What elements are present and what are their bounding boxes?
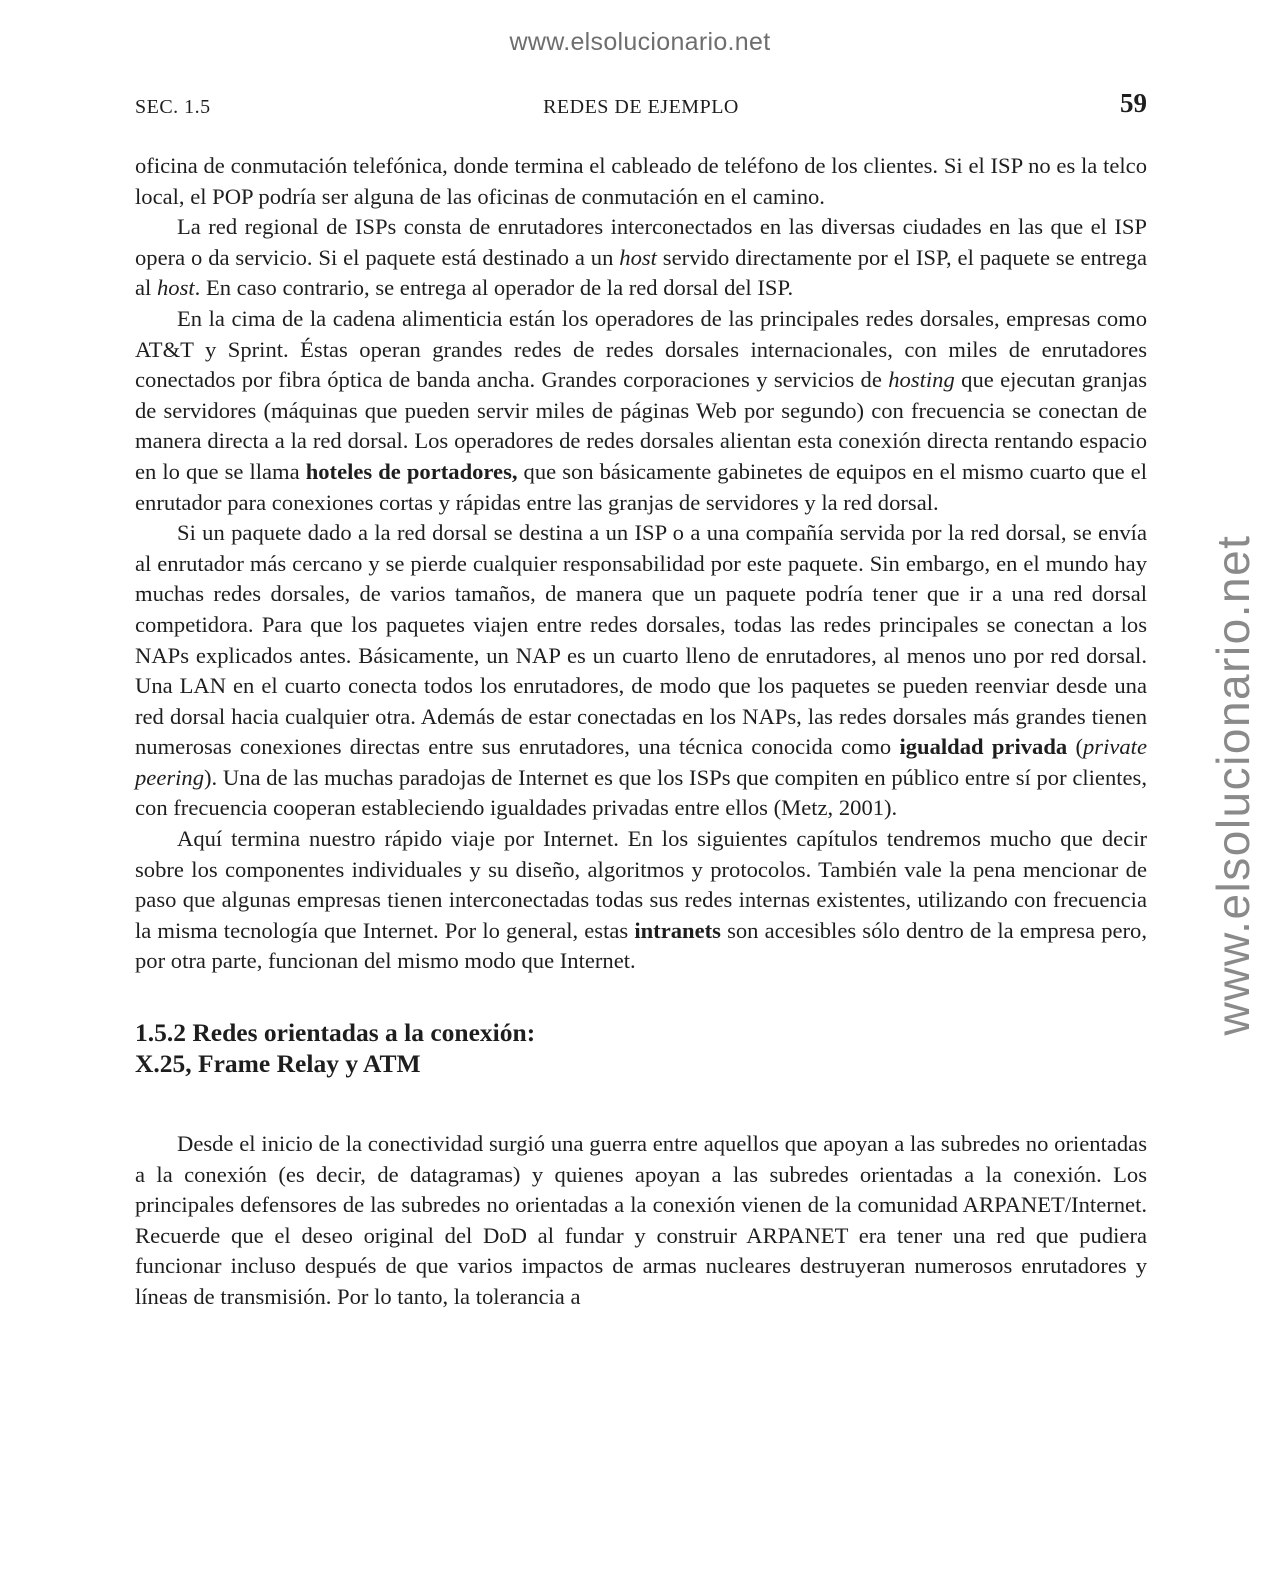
paragraph-text: . En caso contrario, se entrega al operador de la red dorsal del ISP. bbox=[194, 275, 794, 301]
paragraph-text: Desde el inicio de la conectividad surgió una guerra entre aquellos que apoyan a las subredes no orientadas a la conexión (es decir, de datagramas) y quienes apoyan a las subredes orientadas a la conexión. Los principales defensores de las subredes no orientadas a la conexión vienen de la comunidad ARPANET/Internet. Recuerde que el deseo original del DoD al fundar y construir ARPANET era tener una red que pudiera funcionar incluso después de que varios impactos de armas nucleares destruyeran numerosos enrutadores y líneas de transmisión. Por lo tanto, la tolerancia a bbox=[135, 1131, 1147, 1309]
paragraph-text: oficina de conmutación telefónica, donde termina el cableado de teléfono de los clientes. Si el ISP no es la telco local, el POP podría ser alguna de las oficinas de conmutación en el camino. bbox=[135, 153, 1147, 209]
italic-term: private peering bbox=[135, 734, 1147, 790]
paragraph-text: Si un paquete dado a la red dorsal se destina a un ISP o a una compañía servida por la red dorsal, se envía al enrutador más cercano y se pierde cualquier responsabilidad por este paquete. Sin embargo, en el mundo hay muchas redes dorsales, de varios tamaños, de manera que un paquete podría tener que ir a una red dorsal competidora. Para que los paquetes viajen entre redes dorsales, todas las redes principales se conectan a los NAPs explicados antes. Básicamente, un NAP es un cuarto lleno de enrutadores, al menos uno por red dorsal. Una LAN en el cuarto conecta todos los enrutadores, de modo que los paquetes se pueden reenviar desde una red dorsal hacia cualquier otra. Además de estar conectadas en los NAPs, las redes dorsales más grandes tienen numerosas conexiones directas entre sus enrutadores, una técnica conocida como bbox=[135, 520, 1147, 760]
paragraph-3 bbox=[135, 304, 1147, 518]
paragraph-5 bbox=[135, 824, 1147, 977]
section-number: SEC. 1.5 bbox=[135, 96, 211, 118]
paragraph-text: Aquí termina nuestro rápido viaje por Internet. En los siguientes capítulos tendremos mucho que decir sobre los componentes individuales y su diseño, algoritmos y protocolos. También vale la pena mencionar de paso que algunas empresas tienen interconectadas todas sus redes internas existentes, utilizando con frecuencia la misma tecnología que Internet. Por lo general, estas bbox=[135, 826, 1147, 943]
section-heading bbox=[135, 1017, 1147, 1079]
running-header bbox=[135, 88, 1147, 128]
page-number: 59 bbox=[1120, 88, 1147, 118]
paragraph-4 bbox=[135, 518, 1147, 824]
paragraph-1 bbox=[135, 151, 1147, 212]
paragraph-text: que ejecutan granjas de servidores (máquinas que pueden servir miles de páginas Web por segundo) con frecuencia se conectan de manera directa a la red dorsal. Los operadores de redes dorsales alientan esta conexión directa rentando espacio en lo que se llama bbox=[135, 367, 1147, 484]
paragraph-text: ( bbox=[1067, 734, 1083, 760]
paragraph-2 bbox=[135, 212, 1147, 304]
bold-term: igualdad privada bbox=[899, 734, 1068, 760]
section-heading-line-1: 1.5.2 Redes orientadas a la conexión: bbox=[135, 1018, 536, 1048]
section-heading-line-2: X.25, Frame Relay y ATM bbox=[135, 1049, 421, 1079]
paragraph-text: son accesibles sólo dentro de la empresa pero, por otra parte, funcionan del mismo modo que Internet. bbox=[135, 917, 1147, 974]
watermark-url-top: www.elsolucionario.net bbox=[509, 28, 771, 56]
bold-term: intranets bbox=[634, 917, 721, 943]
paragraph-text: ). Una de las muchas paradojas de Internet es que los ISPs que compiten en público entre sí por clientes, con frecuencia cooperan estableciendo igualdades privadas entre ellos (Metz, 2001). bbox=[135, 764, 1147, 821]
italic-term: hosting bbox=[888, 367, 955, 393]
bold-term: hoteles de portadores, bbox=[305, 458, 518, 484]
running-title: REDES DE EJEMPLO bbox=[543, 96, 739, 118]
page-body bbox=[135, 151, 1147, 1313]
paragraph-text: La red regional de ISPs consta de enrutadores interconectados en las diversas ciudades en las que el ISP opera o da servicio. Si el paquete está destinado a un bbox=[135, 214, 1147, 270]
paragraph-6 bbox=[135, 1129, 1147, 1313]
paragraph-text: que son básicamente gabinetes de equipos en el mismo cuarto que el enrutador para conexiones cortas y rápidas entre las granjas de servidores y la red dorsal. bbox=[135, 458, 1147, 515]
italic-term: host bbox=[619, 244, 657, 270]
italic-term: host bbox=[156, 275, 195, 301]
watermark-url-side: www.elsolucionario.net bbox=[1207, 534, 1259, 1036]
paragraph-text: servido directamente por el ISP, el paquete se entrega al bbox=[135, 244, 1148, 301]
paragraph-text: En la cima de la cadena alimenticia están los operadores de las principales redes dorsales, empresas como AT&T y Sprint. Éstas operan grandes redes de redes dorsales internacionales, con miles de enrutadores conectados por fibra óptica de banda ancha. Grandes corporaciones y servicios de bbox=[135, 305, 1147, 393]
